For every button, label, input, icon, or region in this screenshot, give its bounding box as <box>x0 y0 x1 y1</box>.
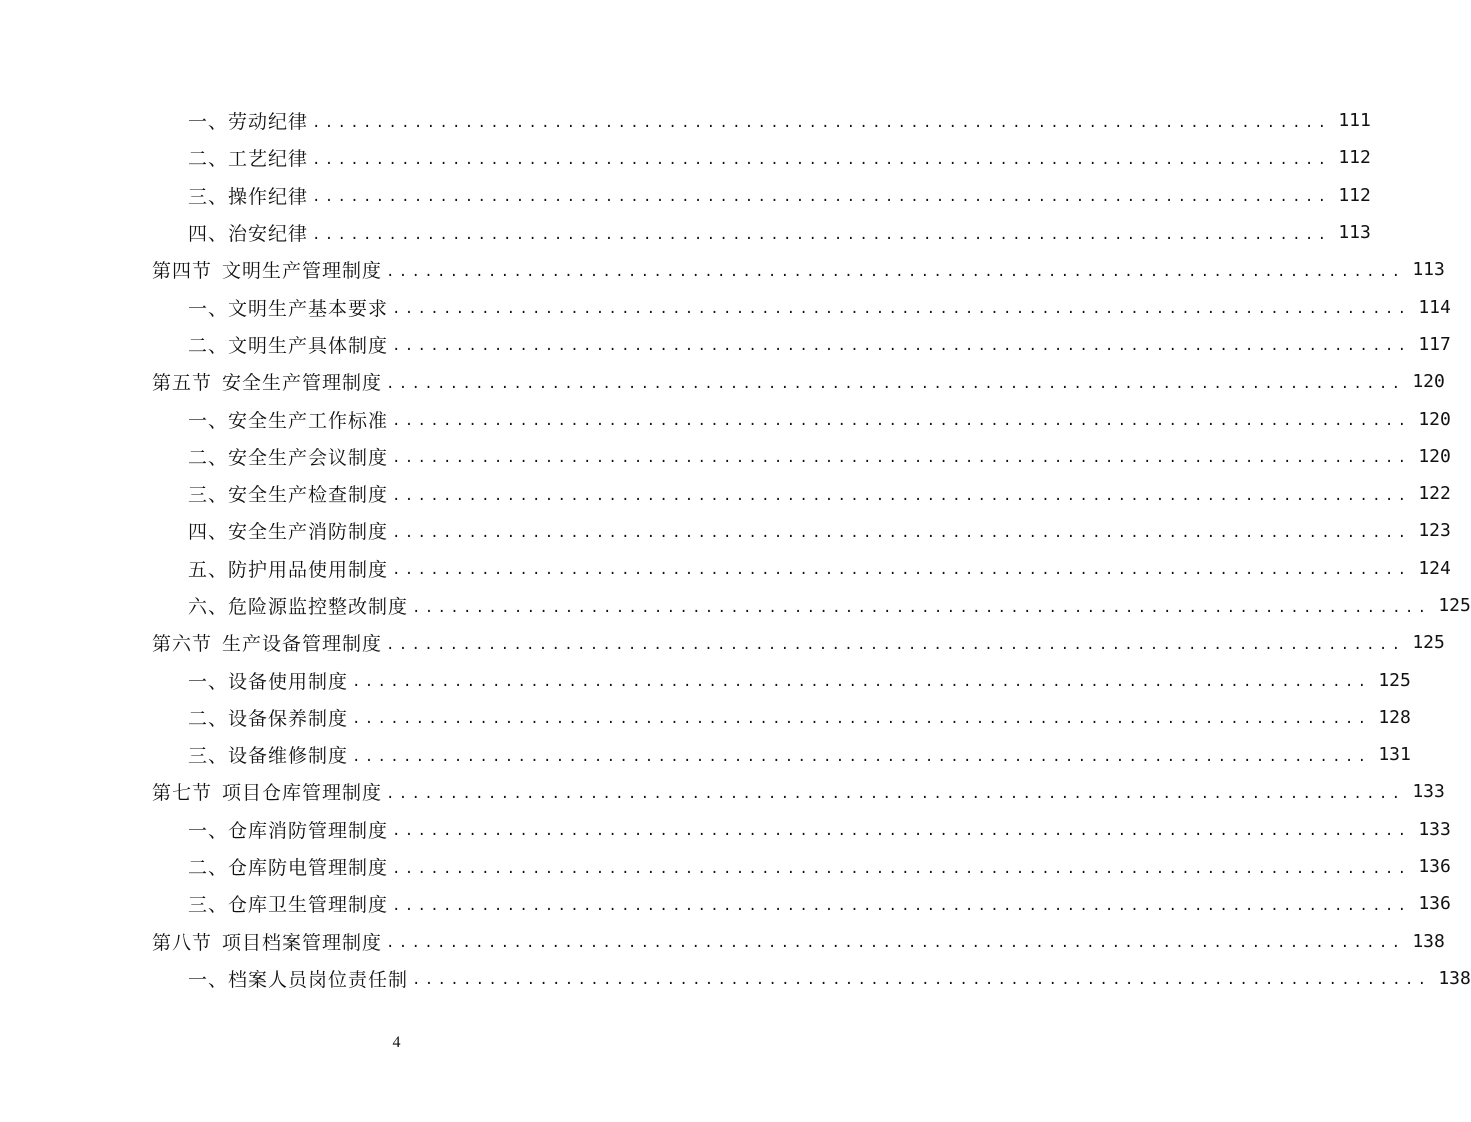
toc-entry-page: 138 <box>1438 967 1471 989</box>
toc-entry-prefix: 一、 <box>188 968 229 991</box>
toc-entry[interactable] <box>152 288 1451 325</box>
toc-entry-text: 文明生产具体制度 <box>228 334 389 357</box>
table-of-contents <box>152 102 1471 997</box>
toc-entry-page: 111 <box>1338 110 1371 132</box>
toc-section-label: 第六节 <box>152 633 213 656</box>
toc-entry-text: 仓库消防管理制度 <box>228 819 389 842</box>
toc-entry-text: 设备维修制度 <box>228 745 349 768</box>
toc-entry-page: 125 <box>1412 632 1445 654</box>
toc-entry-text: 档案人员岗位责任制 <box>228 968 409 991</box>
toc-entry-text: 项目档案管理制度 <box>222 931 383 954</box>
toc-entry-text: 生产设备管理制度 <box>222 633 383 656</box>
toc-entry-text: 治安纪律 <box>228 223 309 246</box>
toc-entry-text: 工艺纪律 <box>228 148 309 171</box>
dot-leader: ................................................................................ <box>412 599 1431 616</box>
toc-entry-prefix: 四、 <box>188 521 229 544</box>
toc-entry-title <box>188 182 308 209</box>
toc-entry-title <box>152 928 382 955</box>
dot-leader: ................................................................................ <box>392 450 1411 467</box>
toc-entry[interactable] <box>152 811 1451 848</box>
toc-entry-text: 设备保养制度 <box>228 707 349 730</box>
toc-entry-title <box>188 704 348 731</box>
toc-section-entry[interactable] <box>152 363 1445 400</box>
toc-entry[interactable] <box>152 550 1451 587</box>
toc-entry-text: 劳动纪律 <box>228 111 309 134</box>
toc-entry-title <box>188 592 408 619</box>
dot-leader: ................................................................................ <box>392 487 1411 504</box>
dot-leader: ................................................................................ <box>392 338 1411 355</box>
toc-entry-page: 122 <box>1418 483 1451 505</box>
toc-entry-title <box>188 555 388 582</box>
toc-entry-text: 仓库卫生管理制度 <box>228 894 389 917</box>
toc-entry-page: 120 <box>1418 408 1451 430</box>
toc-entry-page: 125 <box>1438 595 1471 616</box>
toc-entry-prefix: 五、 <box>188 558 229 581</box>
toc-entry-prefix: 三、 <box>188 185 229 208</box>
toc-entry-page: 112 <box>1338 147 1371 169</box>
dot-leader: ................................................................................ <box>312 226 1331 243</box>
toc-section-label: 第八节 <box>152 931 213 954</box>
toc-entry-title <box>152 368 382 395</box>
toc-entry-title <box>188 294 388 321</box>
toc-entry[interactable] <box>152 661 1411 698</box>
toc-entry-text: 安全生产会议制度 <box>228 446 389 469</box>
toc-entry-page: 124 <box>1418 557 1451 579</box>
toc-entry-page: 120 <box>1412 371 1445 393</box>
toc-entry-text: 防护用品使用制度 <box>228 558 389 581</box>
toc-entry-title <box>188 965 408 992</box>
toc-entry-title <box>188 144 308 171</box>
toc-entry-prefix: 六、 <box>188 596 229 618</box>
toc-entry-prefix: 四、 <box>188 223 229 246</box>
toc-entry-prefix: 一、 <box>188 409 229 432</box>
toc-entry-page: 114 <box>1418 296 1451 318</box>
toc-entry-title <box>188 406 388 433</box>
toc-section-entry[interactable] <box>152 773 1445 810</box>
toc-entry-prefix: 一、 <box>188 670 229 693</box>
toc-entry-prefix: 二、 <box>188 148 229 171</box>
toc-entry-prefix: 二、 <box>188 446 229 469</box>
toc-entry-prefix: 二、 <box>188 334 229 357</box>
toc-entry-page: 136 <box>1418 856 1451 878</box>
dot-leader: ................................................................................ <box>386 785 1405 802</box>
page-number: 4 <box>392 1034 401 1051</box>
toc-entry-page: 113 <box>1412 259 1445 281</box>
toc-entry-prefix: 二、 <box>188 857 229 880</box>
toc-entry-title <box>188 107 308 134</box>
dot-leader: ................................................................................ <box>386 263 1405 280</box>
toc-entry-title <box>188 741 348 768</box>
toc-entry[interactable] <box>152 400 1451 437</box>
toc-entry-prefix: 一、 <box>188 111 229 134</box>
toc-entry[interactable] <box>152 736 1411 773</box>
toc-entry-text: 设备使用制度 <box>228 670 349 693</box>
toc-entry-page: 112 <box>1338 184 1371 206</box>
toc-entry[interactable] <box>152 475 1451 512</box>
dot-leader: ................................................................................ <box>386 935 1405 952</box>
toc-entry[interactable] <box>152 102 1371 139</box>
toc-entry-page: 131 <box>1378 744 1411 766</box>
dot-leader: ................................................................................ <box>352 748 1371 765</box>
toc-section-entry[interactable] <box>152 923 1445 960</box>
toc-entry-title <box>188 816 388 843</box>
toc-entry-page: 138 <box>1412 930 1445 952</box>
toc-section-entry[interactable] <box>152 624 1445 661</box>
toc-section-label: 第七节 <box>152 782 213 805</box>
toc-entry-title <box>188 517 388 544</box>
toc-entry-page: 113 <box>1338 222 1371 244</box>
toc-entry[interactable] <box>152 214 1371 251</box>
toc-entry-prefix: 三、 <box>188 894 229 917</box>
toc-entry[interactable] <box>152 326 1451 363</box>
toc-entry-page: 128 <box>1378 706 1411 728</box>
toc-entry-title <box>188 331 388 358</box>
toc-entry-text: 文明生产基本要求 <box>228 297 389 320</box>
toc-section-label: 第四节 <box>152 260 213 283</box>
toc-entry-page: 117 <box>1418 333 1451 355</box>
toc-entry[interactable] <box>152 587 1471 624</box>
dot-leader: ................................................................................ <box>392 413 1411 430</box>
dot-leader: ................................................................................ <box>312 151 1331 168</box>
toc-entry-page: 120 <box>1418 445 1451 467</box>
toc-entry-page: 133 <box>1412 781 1445 803</box>
toc-entry[interactable] <box>152 699 1411 736</box>
toc-entry-prefix: 三、 <box>188 484 229 507</box>
dot-leader: ................................................................................ <box>352 711 1371 728</box>
toc-entry-prefix: 一、 <box>188 819 229 842</box>
dot-leader: ................................................................................ <box>392 823 1411 840</box>
toc-entry-text: 仓库防电管理制度 <box>228 857 389 880</box>
toc-entry-prefix: 一、 <box>188 297 229 320</box>
toc-entry-text: 安全生产检查制度 <box>228 484 389 507</box>
dot-leader: ................................................................................ <box>392 562 1411 579</box>
toc-entry-text: 安全生产消防制度 <box>228 521 389 544</box>
toc-entry-prefix: 三、 <box>188 745 229 768</box>
toc-entry-page: 133 <box>1418 818 1451 840</box>
toc-entry-text: 安全生产管理制度 <box>222 372 383 395</box>
toc-entry[interactable] <box>152 885 1451 922</box>
toc-entry[interactable] <box>152 438 1451 475</box>
dot-leader: ................................................................................ <box>386 636 1405 653</box>
toc-entry-page: 136 <box>1418 893 1451 915</box>
dot-leader: ................................................................................ <box>412 972 1431 989</box>
toc-entry-text: 项目仓库管理制度 <box>222 782 383 805</box>
toc-entry[interactable] <box>152 848 1451 885</box>
toc-entry-title <box>188 480 388 507</box>
toc-section-label: 第五节 <box>152 372 213 395</box>
toc-entry[interactable] <box>152 512 1451 549</box>
dot-leader: ................................................................................ <box>392 301 1411 318</box>
toc-entry-page: 123 <box>1418 520 1451 542</box>
toc-entry-title <box>188 443 388 470</box>
toc-section-entry[interactable] <box>152 251 1445 288</box>
toc-entry-title <box>152 778 382 805</box>
toc-entry[interactable] <box>152 139 1371 176</box>
dot-leader: ................................................................................ <box>392 860 1411 877</box>
toc-entry-prefix: 二、 <box>188 707 229 730</box>
toc-entry-title <box>152 256 382 283</box>
toc-entry-text: 文明生产管理制度 <box>222 260 383 283</box>
toc-entry-page: 125 <box>1378 669 1411 691</box>
toc-entry-title <box>188 667 348 694</box>
toc-entry-title <box>152 629 382 656</box>
dot-leader: ................................................................................ <box>312 114 1331 131</box>
toc-entry[interactable] <box>152 960 1471 997</box>
toc-entry-text: 安全生产工作标准 <box>228 409 389 432</box>
toc-entry[interactable] <box>152 177 1371 214</box>
toc-entry-title <box>188 890 388 917</box>
toc-entry-text: 危险源监控整改制度 <box>228 596 409 618</box>
dot-leader: ................................................................................ <box>386 375 1405 392</box>
dot-leader: ................................................................................ <box>392 524 1411 541</box>
dot-leader: ................................................................................ <box>312 189 1331 206</box>
toc-entry-title <box>188 219 308 246</box>
dot-leader: ................................................................................ <box>392 897 1411 914</box>
toc-entry-title <box>188 853 388 880</box>
dot-leader: ................................................................................ <box>352 674 1371 691</box>
toc-entry-text: 操作纪律 <box>228 185 309 208</box>
